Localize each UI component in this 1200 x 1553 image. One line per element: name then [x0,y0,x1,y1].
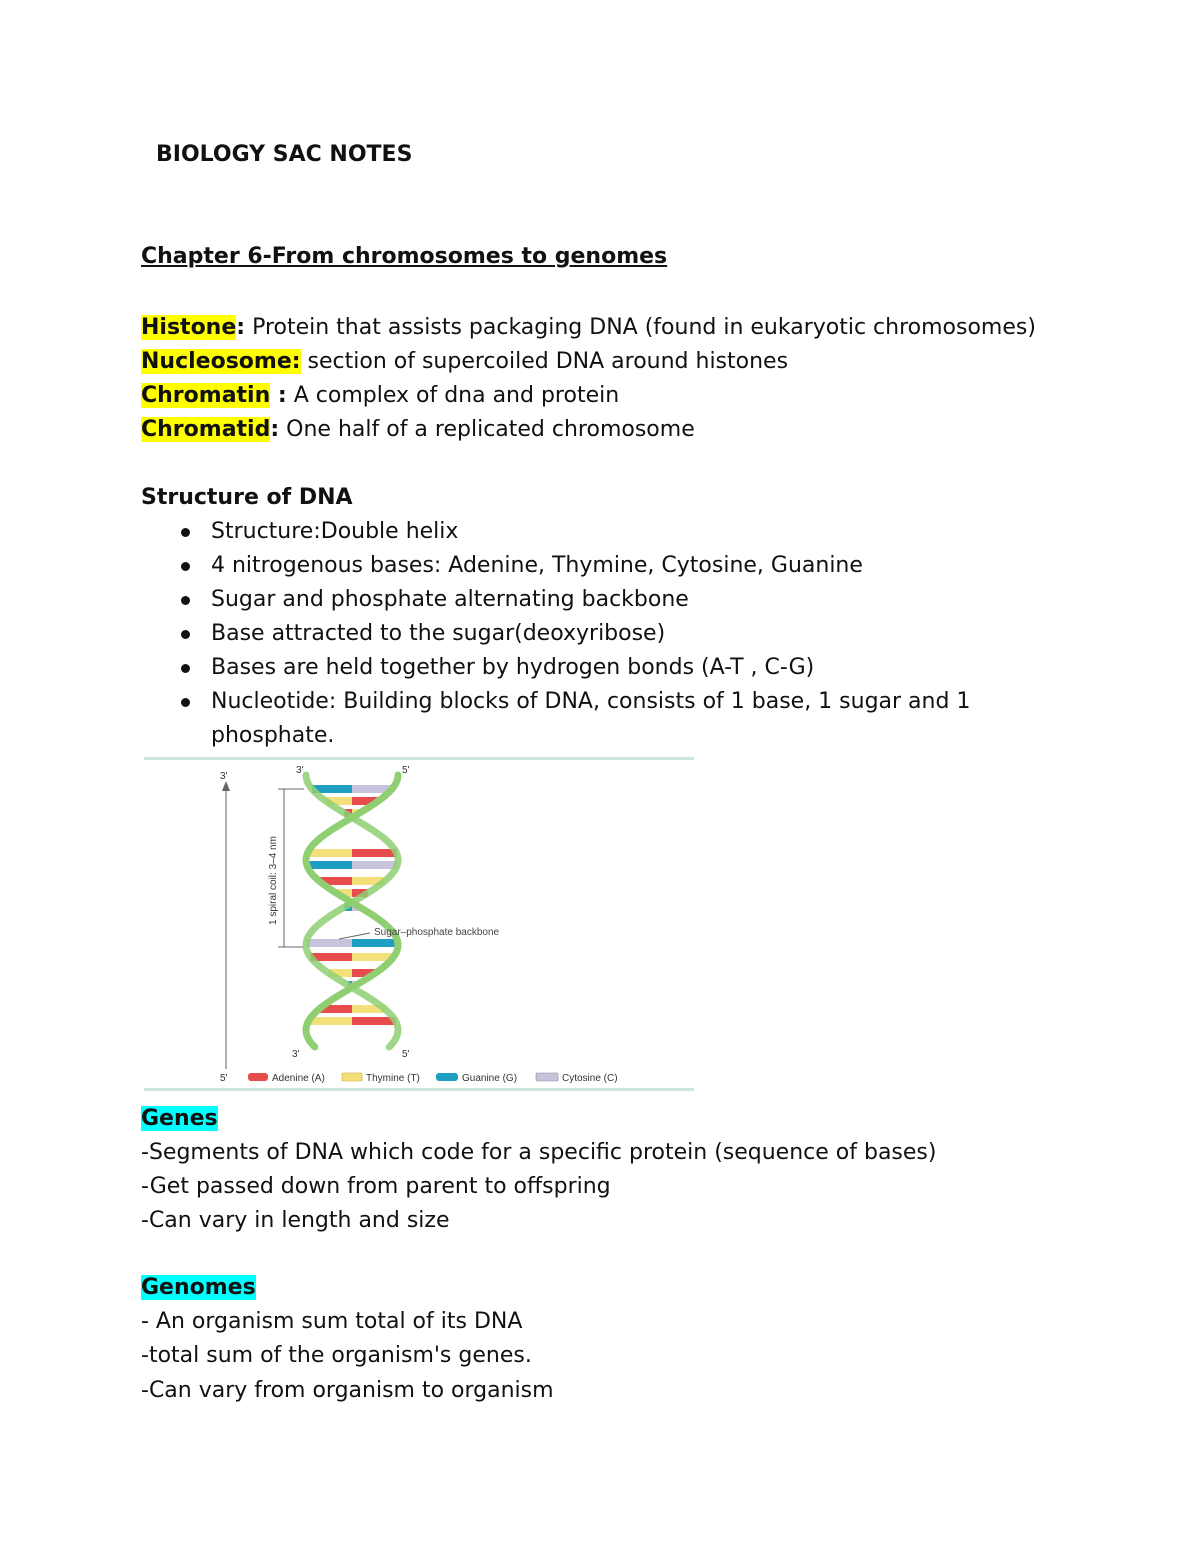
genomes-line: -total sum of the organism's genes. [141,1343,532,1368]
genomes-heading-row [141,1273,256,1303]
genomes-line: - An organism sum total of its DNA [141,1309,523,1334]
genomes-line: -Can vary from organism to organism [141,1378,554,1403]
definition-chromatid: Chromatid: One half of a replicated chromosome [141,417,695,442]
genes-heading: Genes [141,1106,218,1131]
coil-label: 1 spiral coil: 3–4 nm [268,836,279,925]
bullet-icon [181,596,190,605]
base-left [307,861,352,869]
genes-line: -Get passed down from parent to offspring [141,1174,611,1199]
term-nucleosome: Nucleosome: [141,349,301,374]
dna-helix-diagram [144,757,694,1091]
document-title: BIOLOGY SAC NOTES [156,142,413,167]
genomes-heading: Genomes [141,1275,256,1300]
bullet-item: Base attracted to the sugar(deoxyribose) [141,617,1041,651]
genes-line: -Can vary in length and size [141,1208,450,1233]
bullet-icon [181,528,190,537]
legend-swatch-guanine [436,1073,458,1081]
definition-histone: Histone: Protein that assists packaging DNA (found in eukaryotic chromosomes) [141,315,1036,340]
base-left [309,1017,353,1025]
bullet-icon [181,698,190,707]
structure-heading: Structure of DNA [141,485,353,510]
term-chromatin: Chromatin [141,383,271,408]
bullet-icon [181,630,190,639]
legend-swatch-thymine [342,1073,362,1081]
legend-swatch-cytosine [536,1073,558,1081]
strand-top-right-label: 5' [402,765,410,776]
chapter-heading: Chapter 6-From chromosomes to genomes [141,244,668,269]
backbone-pointer [339,933,370,939]
bullet-item: Nucleotide: Building blocks of DNA, consists of 1 base, 1 sugar and 1 phosphate. [141,685,1041,753]
bullet-item: 4 nitrogenous bases: Adenine, Thymine, Cytosine, Guanine [141,549,1041,583]
definition-nucleosome: Nucleosome: section of supercoiled DNA around histones [141,349,789,374]
base-right [352,1017,396,1025]
bullet-item: Sugar and phosphate alternating backbone [141,583,1041,617]
base-left [308,849,353,857]
legend-label-guanine: Guanine (G) [462,1073,518,1084]
legend-label-cytosine: Cytosine (C) [562,1073,618,1084]
definition-chromatin: Chromatin : A complex of dna and protein [141,383,620,408]
strand-bottom-left-label: 3' [292,1049,300,1060]
term-histone: Histone [141,315,237,340]
legend-label-thymine: Thymine (T) [366,1073,420,1084]
genes-line: -Segments of DNA which code for a specific protein (sequence of bases) [141,1140,937,1165]
axis-top-label: 3' [220,771,228,782]
structure-bullet-list [141,515,1041,753]
genes-heading-row [141,1104,218,1134]
bullet-item: Structure:Double helix [141,515,1041,549]
bullet-icon [181,562,190,571]
legend-swatch-adenine [248,1073,268,1081]
base-right [352,939,398,947]
strand-top-left-label: 3' [296,765,304,776]
term-chromatid: Chromatid [141,417,271,442]
axis-bottom-label: 5' [220,1073,228,1084]
base-right [352,849,397,857]
strand-bottom-right-label: 5' [402,1049,410,1060]
bullet-icon [181,664,190,673]
backbone-label: Sugar–phosphate backbone [374,927,500,938]
axis-arrow-icon [222,781,230,791]
base-right [352,861,397,869]
legend-label-adenine: Adenine (A) [272,1073,325,1084]
bullet-item: Bases are held together by hydrogen bonds (A-T , C-G) [141,651,1041,685]
dna-helix-figure [144,757,694,1091]
base-left [306,939,352,947]
